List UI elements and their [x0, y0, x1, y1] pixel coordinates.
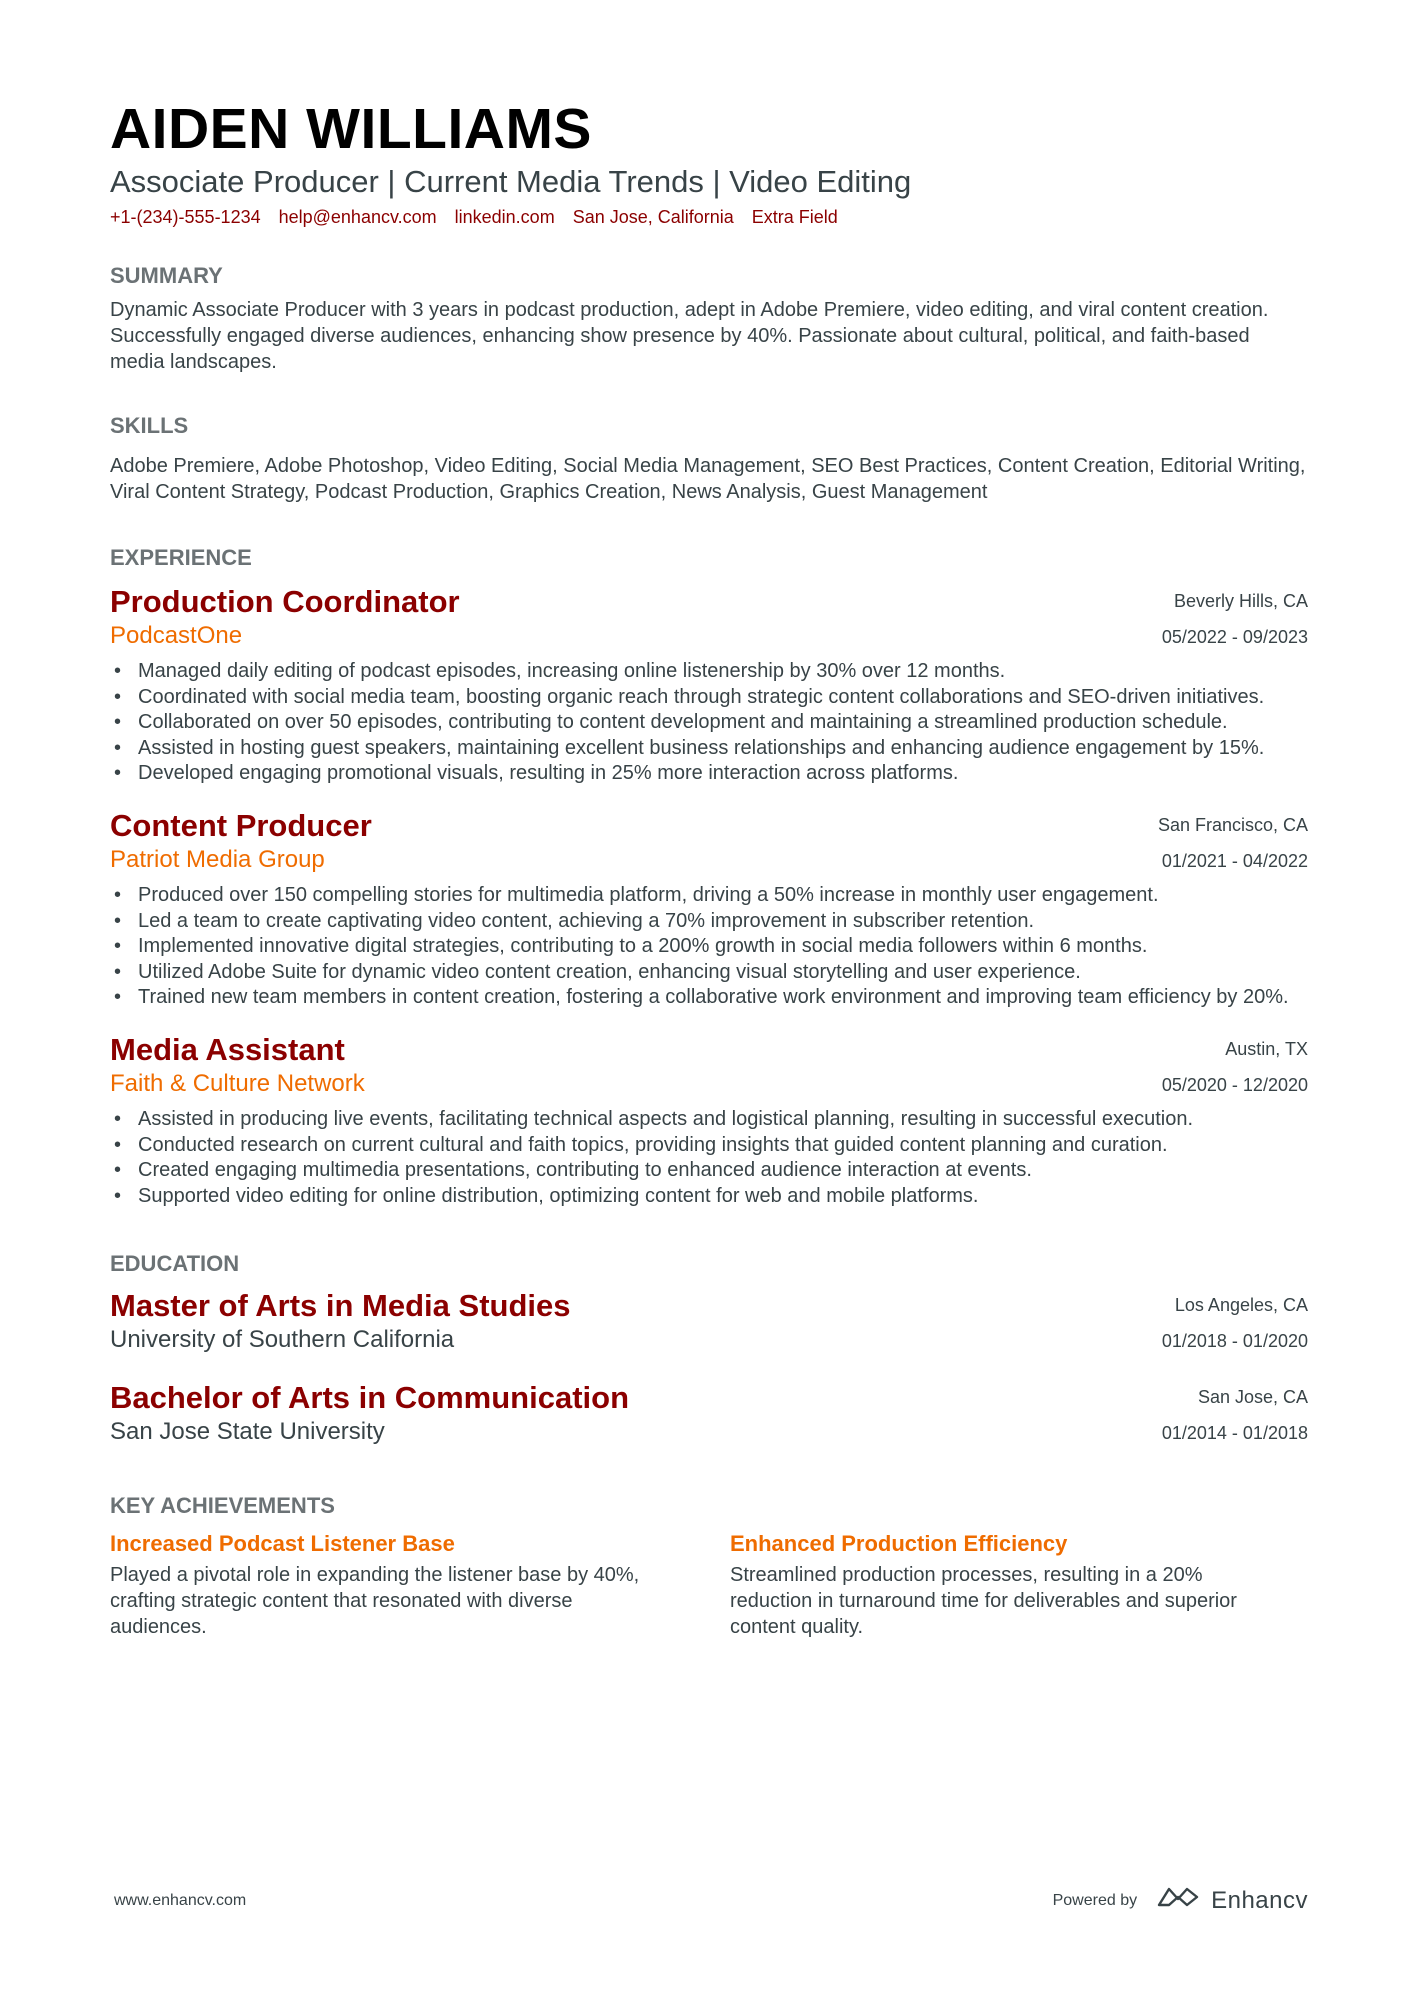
- key-achievements-section: [110, 1491, 1308, 1640]
- job-location: San Francisco, CA: [1157, 814, 1308, 835]
- education-dates: 01/2014 - 01/2018: [1161, 1423, 1308, 1444]
- education-entry: [110, 1379, 1308, 1451]
- achievement-list: [110, 1107, 1308, 1209]
- company-name: Faith & Culture Network: [110, 1069, 365, 1097]
- job-location: Austin, TX: [1225, 1038, 1308, 1059]
- contact-phone[interactable]: +1-(234)-555-1234: [110, 207, 261, 227]
- entry-meta: [1158, 807, 1308, 879]
- section-title-experience: EXPERIENCE: [110, 545, 252, 570]
- summary-section: [110, 261, 1308, 375]
- powered-by-label: Powered by: [1052, 1891, 1138, 1909]
- degree-title: Master of Arts in Media Studies: [110, 1288, 571, 1324]
- list-item: • Led a team to create captivating video content, achieving a 70% improvement in subscriber retention.: [110, 909, 1308, 935]
- section-title-key-achievements: KEY ACHIEVEMENTS: [110, 1493, 335, 1519]
- section-title-skills: SKILLS: [110, 413, 189, 438]
- job-dates: 05/2020 - 12/2020: [1161, 1074, 1308, 1095]
- achievement-card: [730, 1529, 1290, 1640]
- degree-title: Bachelor of Arts in Communication: [110, 1380, 630, 1416]
- resume-page: [110, 96, 1308, 1640]
- list-item: • Implemented innovative digital strategies, contributing to a 200% growth in social media followers within 6 months.: [110, 934, 1308, 960]
- entry-header: [110, 1287, 1308, 1359]
- entry-header: [110, 583, 1308, 655]
- section-title-summary: SUMMARY: [110, 263, 223, 288]
- headline: Associate Producer | Current Media Trends | Video Editing: [110, 164, 912, 199]
- list-item: • Developed engaging promotional visuals, resulting in 25% more interaction across platforms.: [110, 761, 1308, 787]
- achievement-text: Played a pivotal role in expanding the listener base by 40%, crafting strategic content that resonated with diverse audiences.: [110, 1564, 640, 1638]
- entry-left: [110, 1287, 571, 1355]
- job-title: Content Producer: [110, 807, 372, 843]
- list-item: • Utilized Adobe Suite for dynamic video content creation, enhancing visual storytelling and user experience.: [110, 960, 1308, 986]
- candidate-name: AIDEN WILLIAMS: [110, 97, 592, 161]
- list-item: • Supported video editing for online distribution, optimizing content for web and mobile platforms.: [110, 1184, 1308, 1210]
- company-name: PodcastOne: [110, 622, 243, 649]
- brand-logo[interactable]: [1155, 1885, 1308, 1916]
- entry-meta: [1162, 583, 1308, 655]
- list-item: • Managed daily editing of podcast episodes, increasing online listenership by 30% over 12 months.: [110, 659, 1308, 685]
- school-location: San Jose, CA: [1197, 1387, 1308, 1408]
- contact-bar: [110, 204, 1308, 230]
- list-item: • Created engaging multimedia presentations, contributing to enhanced audience interaction at events.: [110, 1158, 1308, 1184]
- contact-linkedin[interactable]: linkedin.com: [454, 207, 555, 227]
- job-title: Media Assistant: [110, 1031, 345, 1067]
- entry-header: [110, 1031, 1308, 1103]
- list-item: • Produced over 150 compelling stories for multimedia platform, driving a 50% increase in monthly user engagement.: [110, 883, 1308, 909]
- achievement-list: [110, 883, 1308, 1011]
- resume-header: [110, 96, 1308, 230]
- school-name: University of Southern California: [110, 1326, 455, 1354]
- list-item: • Conducted research on current cultural and faith topics, providing insights that guided content planning and curation.: [110, 1133, 1308, 1159]
- entry-meta: [1162, 1379, 1308, 1451]
- summary-text: Dynamic Associate Producer with 3 years in podcast production, adept in Adobe Premiere, video editing, and viral content creation. Successfully engaged diverse audiences, enhancing show presence by 40%. Passionate about cultural, political, and faith-based media landscapes.: [110, 299, 1269, 373]
- education-section: [110, 1249, 1308, 1451]
- page-footer: [114, 1885, 1308, 1916]
- contact-extra-field: Extra Field: [751, 207, 838, 227]
- achievements-grid: [110, 1529, 1308, 1640]
- job-dates: 01/2021 - 04/2022: [1161, 850, 1308, 871]
- achievement-text: Streamlined production processes, resulting in a 20% reduction in turnaround time for deliverables and superior content quality.: [730, 1564, 1237, 1638]
- entry-header: [110, 807, 1308, 879]
- company-name: Patriot Media Group: [110, 845, 325, 873]
- experience-entry: [110, 1031, 1308, 1209]
- entry-left: [110, 583, 460, 651]
- entry-meta: [1162, 1031, 1308, 1103]
- footer-website-link[interactable]: www.enhancv.com: [114, 1891, 247, 1909]
- education-entry: [110, 1287, 1308, 1359]
- entry-header: [110, 1379, 1308, 1451]
- job-location: Beverly Hills, CA: [1173, 591, 1308, 611]
- list-item: • Trained new team members in content creation, fostering a collaborative work environment and improving team efficiency by 20%.: [110, 985, 1308, 1011]
- list-item: • Assisted in hosting guest speakers, maintaining excellent business relationships and enhancing audience engagement by 15%.: [110, 736, 1308, 762]
- powered-by: [1053, 1885, 1308, 1916]
- job-dates: 05/2022 - 09/2023: [1161, 627, 1308, 647]
- list-item: • Assisted in producing live events, facilitating technical aspects and logistical planning, resulting in successful execution.: [110, 1107, 1308, 1133]
- entry-meta: [1162, 1287, 1308, 1359]
- skills-text: Adobe Premiere, Adobe Photoshop, Video Editing, Social Media Management, SEO Best Practices, Content Creation, Editorial Writing, Viral Content Strategy, Podcast Production, Graphics Creation, News Analysis, Guest Management: [110, 455, 1306, 503]
- experience-entry: [110, 583, 1308, 787]
- contact-location: San Jose, California: [572, 207, 734, 227]
- school-name: San Jose State University: [110, 1418, 385, 1446]
- experience-entry: [110, 807, 1308, 1011]
- list-item: • Coordinated with social media team, boosting organic reach through strategic content collaborations and SEO-driven initiatives.: [110, 685, 1308, 711]
- entry-left: [110, 1031, 365, 1099]
- enhancv-logo-icon: [1155, 1885, 1201, 1916]
- experience-section: [110, 543, 1308, 1209]
- achievement-title: Enhanced Production Efficiency: [730, 1531, 1068, 1557]
- brand-name: Enhancv: [1211, 1886, 1308, 1914]
- contact-email[interactable]: help@enhancv.com: [278, 207, 437, 227]
- education-dates: 01/2018 - 01/2020: [1161, 1331, 1308, 1352]
- skills-section: [110, 411, 1308, 505]
- entry-left: [110, 807, 372, 875]
- entry-left: [110, 1379, 629, 1447]
- list-item: • Collaborated on over 50 episodes, contributing to content development and maintaining a streamlined production schedule.: [110, 710, 1308, 736]
- section-title-education: EDUCATION: [110, 1251, 240, 1277]
- job-title: Production Coordinator: [110, 584, 460, 619]
- achievement-card: [110, 1529, 670, 1640]
- school-location: Los Angeles, CA: [1174, 1295, 1308, 1316]
- achievement-title: Increased Podcast Listener Base: [110, 1531, 455, 1557]
- achievement-list: [110, 659, 1308, 787]
